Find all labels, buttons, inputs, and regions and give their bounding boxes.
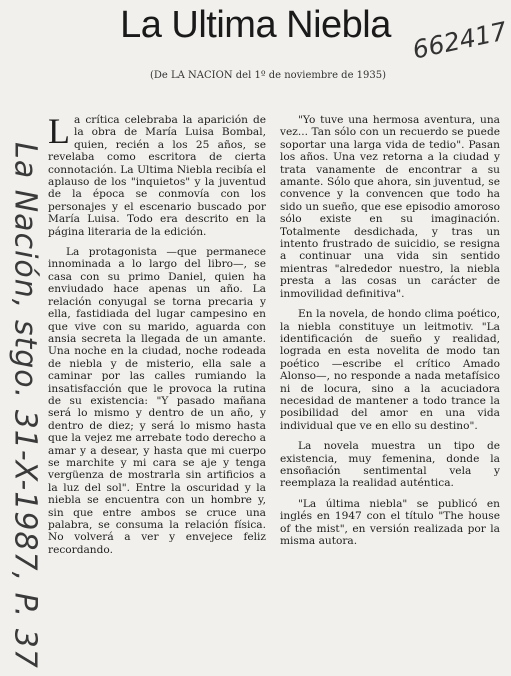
- drop-cap: L: [48, 111, 70, 151]
- handwritten-margin-note: La Nación, stgo. 31-X-1987, P. 37: [7, 142, 43, 669]
- column-right: [280, 114, 500, 555]
- article-subtitle: (De LA NACION del 1º de noviembre de 1935): [150, 70, 387, 81]
- paragraph: "La última niebla" se publicó en inglés en 1947 con el título "The house of the mist", en versión realizada por la misma autora.: [280, 497, 500, 547]
- handwritten-number: 662417: [410, 16, 510, 65]
- paragraph: La novela muestra un tipo de existencia, muy femenina, donde la ensoñación sentimental vela y reemplaza la realidad auténtica.: [280, 440, 500, 490]
- paragraph: "Yo tuve una hermosa aventura, una vez... Tan sólo con un recuerdo se puede soportar una larga vida de tedio". Pasan los años. Una vez retorna a la ciudad y trata vanamente de encontrar a su amante. Sólo que ahora, sin juventud, se convence y la convencen que todo ha sido un sueño, que ese episodio amoroso sólo existe en su imaginación. Totalmente desdichada, y tras un intento frustrado de suicidio, se resigna a continuar una vida sin sentido mientras "alrededor nuestro, la niebla presta a las cosas un carácter de inmovilidad definitiva".: [280, 114, 500, 300]
- paragraph-text: a crítica celebraba la aparición de la obra de María Luisa Bombal, quien, recién a los 25 años, se revelaba como escritora de cierta connotación. La Ultima Niebla recibía el aplauso de los "inquietos" y la juventud de la época se conmovía con los personajes y el escenario buscado por María Luisa. Todo era descrito en la página literaria de la edición.: [48, 114, 266, 238]
- paragraph: [48, 111, 266, 238]
- paragraph: La protagonista —que permanece innominada a lo largo del libro—, se casa con su primo Daniel, quien ha enviudado hace apenas un año. La relación conyugal se torna precaria y ella, fastidiada del lugar campesino en que vive con su marido, aguarda con ansia secreta la llegada de un amante. Una noche en la ciudad, noche rodeada de niebla y de misterio, ella sale a caminar por las calles rumiando la insatisfacción que le provoca la rutina de su existencia: "Y pasado mañana será lo mismo y dentro de un año, y dentro de diez; y será lo mismo hasta que la vejez me arrebate todo derecho a amar y a desear, y hasta que mi cuerpo se marchite y mi cara se aje y tenga vergüenza de mostrarla sin artificios a la luz del sol". Entre la oscuridad y la niebla se encuentra con un hombre y, sin que entre ambos se cruce una palabra, se consuma la relación física. No volverá a ver y envejece feliz recordando.: [48, 246, 266, 556]
- paragraph: En la novela, de hondo clima poético, la niebla constituye un leitmotiv. "La identificación de sueño y realidad, lograda en esta novelita de modo tan poético —escribe el crítico Amado Alonso—, no responde a nada metafísico ni de locura, sino a la acuciadora necesidad de mantener a todo trance la posibilidad del amor en una vida individual que ve en ello su destino".: [280, 308, 500, 432]
- article-title: La Ultima Niebla: [120, 4, 391, 46]
- column-left: [48, 111, 266, 564]
